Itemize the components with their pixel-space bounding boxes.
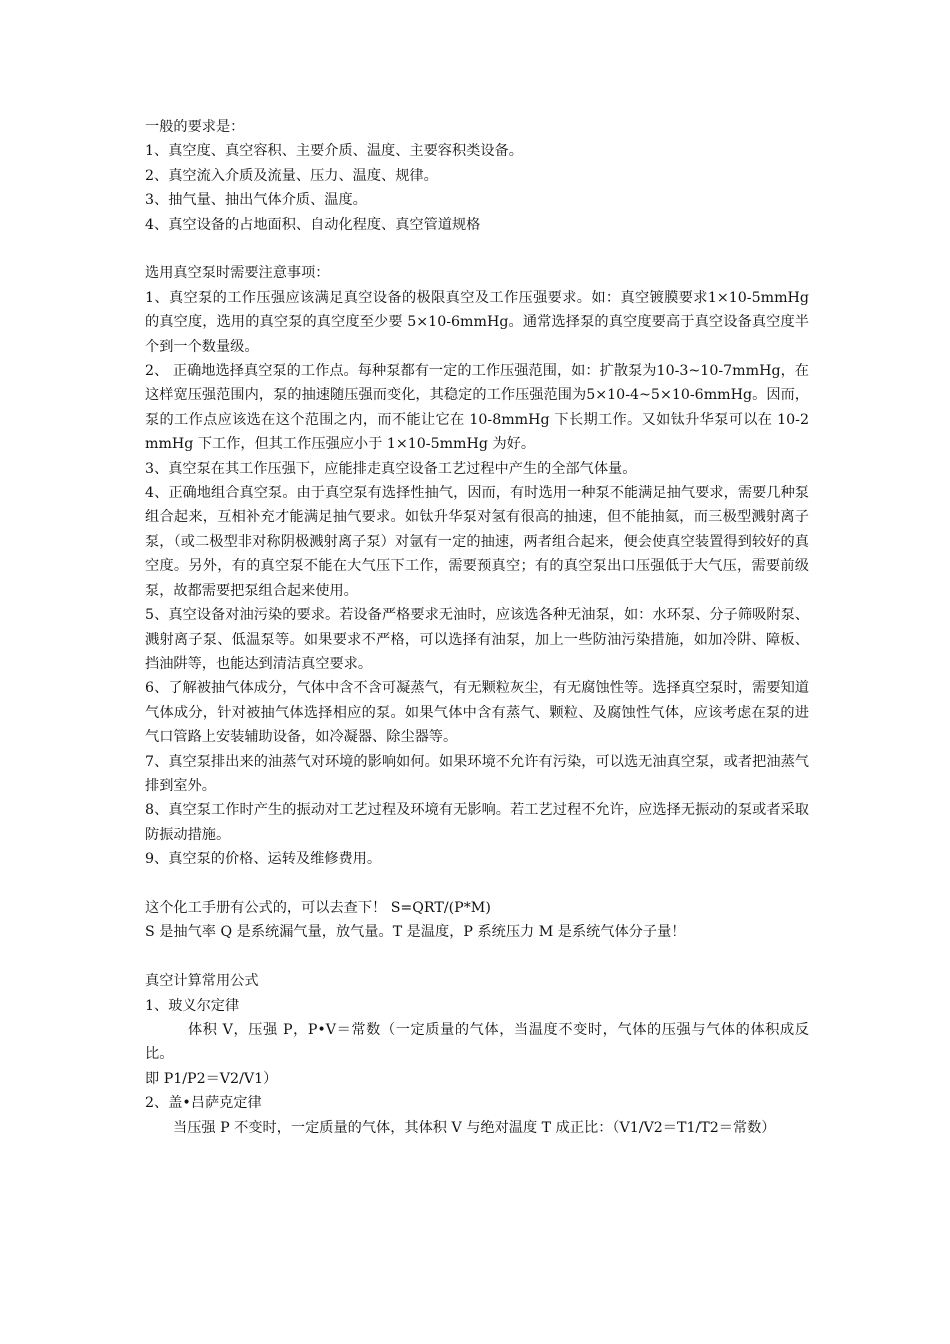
list-item: 3、抽气量、抽出气体介质、温度。 — [145, 192, 367, 209]
formula-legend: S 是抽气率 Q 是系统漏气量，放气量。T 是温度，P 系统压力 M 是系统气体分子量！ — [145, 924, 686, 941]
list-item: 8、真空泵工作时产生的振动对工艺过程及环境有无影响。若工艺过程不允许，应选择无振动的泵或者采取防振动措施。 — [145, 802, 809, 843]
list-item: 2、真空流入介质及流量、压力、温度、规律。 — [145, 167, 438, 184]
formula-note: 这个化工手册有公式的，可以去查下！ S=QRT/(P*M) — [145, 899, 491, 916]
document-body — [145, 115, 809, 1140]
section-heading-general: 一般的要求是： — [145, 119, 245, 135]
list-item: 2、 正确地选择真空泵的工作点。每种泵都有一定的工作压强范围，如：扩散泵为10-3~10-7mmHg，在这样宽压强范围内，泵的抽速随压强而变化，其稳定的工作压强范围为5×10-4~5×10-6mmHg。因而，泵的工作点应该选在这个范围之内，而不能让它在 10-8mmHg 下长期工作。又如钛升华泵可以在 10-2mmHg 下工作，但其工作压强应小于 1×10-5mmHg 为好。 — [145, 363, 809, 453]
paragraph-gap — [145, 872, 809, 896]
list-item: 1、真空泵的工作压强应该满足真空设备的极限真空及工作压强要求。如：真空镀膜要求1×10-5mmHg 的真空度，选用的真空泵的真空度至少要 5×10-6mmHg。通常选择泵的真空度要高于真空设备真空度半个到一个数量级。 — [145, 289, 809, 355]
list-item: 5、真空设备对油污染的要求。若设备严格要求无油时，应该选各种无油泵，如：水环泵、分子筛吸附泵、溅射离子泵、低温泵等。如果要求不严格，可以选择有油泵，加上一些防油污染措施，如加冷阱、障板、挡油阱等，也能达到清洁真空要求。 — [145, 607, 809, 672]
list-item: 4、正确地组合真空泵。由于真空泵有选择性抽气，因而，有时选用一种泵不能满足抽气要求，需要几种泵组合起来，互相补充才能满足抽气要求。如钛升华泵对氢有很高的抽速，但不能抽氦，而三极型溅射离子泵，（或二极型非对称阴极溅射离子泵）对氩有一定的抽速，两者组合起来，便会使真空装置得到较好的真空度。另外，有的真空泵不能在大气压下工作，需要预真空；有的真空泵出口压强低于大气压，需要前级泵，故都需要把泵组合起来使用。 — [145, 485, 809, 599]
law-title-gay-lussac: 2、盖•吕萨克定律 — [145, 1095, 262, 1112]
list-item: 1、真空度、真空容积、主要介质、温度、主要容积类设备。 — [145, 143, 523, 160]
paragraph-gap — [145, 945, 809, 969]
law-text-gay-lussac: 当压强 P 不变时，一定质量的气体，其体积 V 与绝对温度 T 成正比：（V1/V2＝T1/T2＝常数） — [173, 1119, 776, 1136]
list-item: 4、真空设备的占地面积、自动化程度、真空管道规格 — [145, 216, 481, 233]
section-heading-pump-notes: 选用真空泵时需要注意事项： — [145, 265, 330, 282]
list-item: 9、真空泵的价格、运转及维修费用。 — [145, 851, 382, 868]
law-formula-boyle: 即 P1/P2＝V2/V1） — [145, 1070, 278, 1087]
section-heading-formulas: 真空计算常用公式 — [145, 973, 259, 990]
list-item: 7、真空泵排出来的油蒸气对环境的影响如何。如果环境不允许有污染，可以选无油真空泵，或者把油蒸气排到室外。 — [145, 753, 809, 794]
law-text-boyle: 体积 V，压强 P，P•V＝常数（一定质量的气体，当温度不变时，气体的压强与气体的体积成反比。 — [145, 1021, 809, 1063]
law-title-boyle: 1、玻义尔定律 — [145, 997, 240, 1014]
list-item: 3、真空泵在其工作压强下，应能排走真空设备工艺过程中产生的全部气体量。 — [145, 460, 637, 477]
list-item: 6、了解被抽气体成分，气体中含不含可凝蒸气，有无颗粒灰尘，有无腐蚀性等。选择真空泵时，需要知道气体成分，针对被抽气体选择相应的泵。如果气体中含有蒸气、颗粒、及腐蚀性气体，应该考虑在泵的进气口管路上安装辅助设备，如冷凝器、除尘器等。 — [145, 680, 809, 746]
paragraph-gap — [145, 237, 809, 261]
